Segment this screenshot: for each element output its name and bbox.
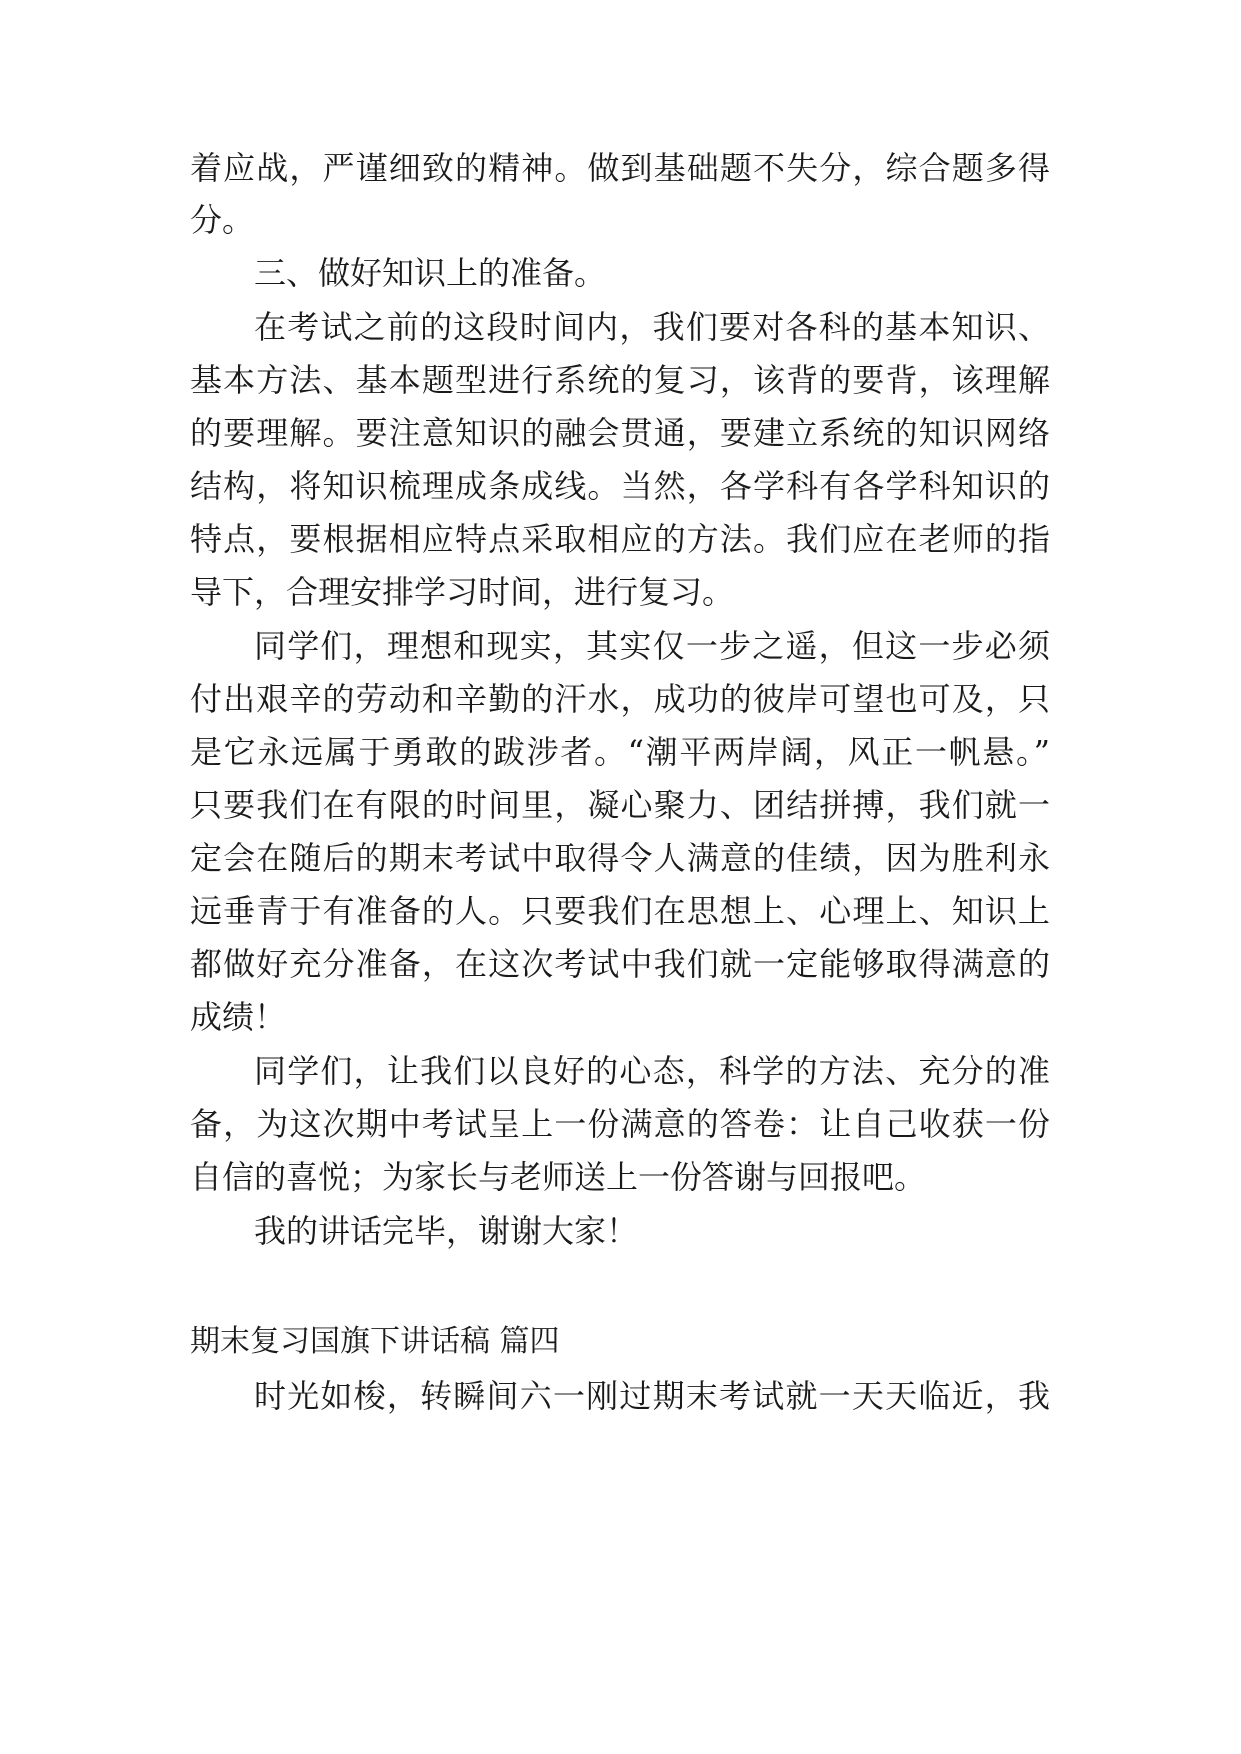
paragraph-line: 都做好充分准备，在这次考试中我们就一定能够取得满意的	[190, 945, 1050, 983]
section-subheading: 三、做好知识上的准备。	[254, 254, 607, 292]
paragraph-line: 是它永远属于勇敢的跋涉者。“潮平两岸阔，风正一帆悬。”	[190, 733, 1050, 771]
paragraph-line: 备，为这次期中考试呈上一份满意的答卷：让自己收获一份	[190, 1105, 1050, 1143]
paragraph-line: 定会在随后的期末考试中取得令人满意的佳绩，因为胜利永	[190, 839, 1050, 877]
paragraph-line: 成绩！	[190, 998, 287, 1036]
paragraph-line: 自信的喜悦；为家长与老师送上一份答谢与回报吧。	[190, 1158, 927, 1196]
paragraph-line: 分。	[190, 201, 255, 239]
paragraph-line: 结构，将知识梳理成条成线。当然，各学科有各学科知识的	[190, 467, 1050, 505]
paragraph-line: 在考试之前的这段时间内，我们要对各科的基本知识、	[254, 308, 1050, 346]
paragraph-line: 特点，要根据相应特点采取相应的方法。我们应在老师的指	[190, 520, 1050, 558]
paragraph-line: 同学们，理想和现实，其实仅一步之遥，但这一步必须	[254, 627, 1050, 665]
paragraph-line: 基本方法、基本题型进行系统的复习，该背的要背，该理解	[190, 361, 1050, 399]
paragraph-line: 同学们，让我们以良好的心态，科学的方法、充分的准	[254, 1052, 1050, 1090]
paragraph-line: 的要理解。要注意知识的融会贯通，要建立系统的知识网络	[190, 414, 1050, 452]
paragraph-line: 着应战，严谨细致的精神。做到基础题不失分，综合题多得	[190, 149, 1050, 187]
paragraph-line: 远垂青于有准备的人。只要我们在思想上、心理上、知识上	[190, 892, 1050, 930]
paragraph-line: 付出艰辛的劳动和辛勤的汗水，成功的彼岸可望也可及，只	[190, 680, 1050, 718]
paragraph-line: 只要我们在有限的时间里，凝心聚力、团结拼搏，我们就一	[190, 786, 1050, 824]
paragraph-line: 导下，合理安排学习时间，进行复习。	[190, 573, 735, 611]
section-title: 期末复习国旗下讲话稿 篇四	[190, 1324, 560, 1359]
paragraph-line: 时光如梭，转瞬间六一刚过期末考试就一天天临近，我	[254, 1377, 1050, 1415]
paragraph-line: 我的讲话完毕，谢谢大家！	[254, 1212, 639, 1250]
